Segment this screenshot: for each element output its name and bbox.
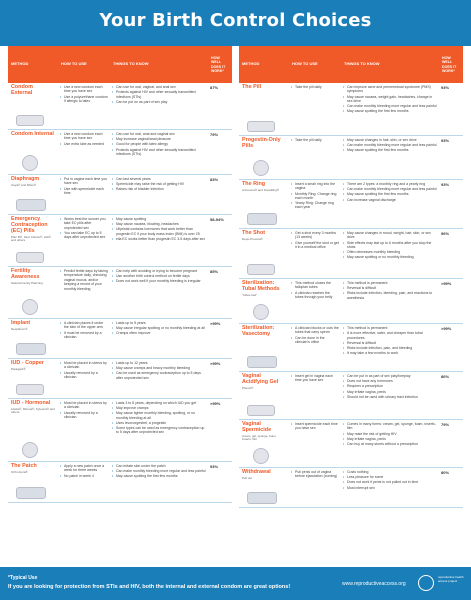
table-row xyxy=(8,130,232,175)
method-label: Fertility Awareness xyxy=(11,268,40,280)
method-brand: Liletta®, Mirena®, Kyleena® and others xyxy=(11,406,55,415)
bullet-item: • May cause changes in mood, weight, hair, skin, or sex drive xyxy=(343,231,437,240)
bullet-item: • Insert spermicide each time you have sex xyxy=(291,422,339,431)
how-to-use-cell xyxy=(58,175,110,214)
how-to-use-cell xyxy=(58,319,110,358)
bullet-item: • May cause spotting the first few months xyxy=(343,109,437,113)
left-table xyxy=(8,46,232,503)
things-to-know-cell xyxy=(341,420,439,467)
method-image-icon xyxy=(16,252,44,263)
how-to-use-cell xyxy=(58,462,110,502)
header-things: THINGS TO KNOW xyxy=(344,61,380,67)
method-label: The Shot xyxy=(242,230,266,236)
bullet-item: • Some types can be used as emergency contraception up to 5 days after unprotected sex xyxy=(112,426,206,435)
bullet-item: • It must be removed by a clinician xyxy=(60,331,108,340)
bullet-item: • Can be used as emergency contraception up to 5 days after unprotected sex xyxy=(112,371,206,380)
logo-icon xyxy=(418,575,434,591)
bullet-item: • No patch in week 4 xyxy=(60,474,108,478)
bullet-item: • Can irritate skin under the patch xyxy=(112,464,206,468)
method-name xyxy=(8,359,58,398)
header-method: METHOD xyxy=(11,61,29,67)
things-to-know-cell xyxy=(110,267,208,318)
method-label: IUD - Copper xyxy=(11,360,44,366)
bullet-item: • There are 2 types: a monthly ring and a yearly ring xyxy=(343,182,437,186)
bullet-item: • Use a polyurethane condom if allergic to latex xyxy=(60,95,108,104)
method-image-icon xyxy=(16,199,46,211)
bullet-item: • May increase vaginal/anal pleasure xyxy=(112,137,206,141)
things-to-know-cell xyxy=(110,462,208,502)
table-row xyxy=(239,279,463,324)
method-name xyxy=(239,279,289,323)
bullet-item: • Comes in many forms: cream, gel, sponge, foam, inserts, film xyxy=(343,422,437,431)
footer-bar xyxy=(0,567,471,600)
bullet-item: • Works best the sooner you take EC pills after unprotected sex xyxy=(60,217,108,230)
effectiveness-value: 79% xyxy=(210,132,219,137)
bullet-item: • Requires a prescription xyxy=(343,384,437,388)
method-name xyxy=(8,319,58,358)
footer-message: If you are looking for protection from STIs and HIV, both the internal and external condom are great options! xyxy=(8,584,291,590)
method-label: Diaphragm xyxy=(11,176,40,182)
how-to-use-cell xyxy=(58,359,110,398)
bullet-item: • Use extra lube as needed xyxy=(60,142,108,146)
effectiveness-value: 79% xyxy=(441,422,450,427)
effectiveness-value: 93% xyxy=(441,138,450,143)
bullet-item: • Raises risk of bladder infection xyxy=(112,187,206,191)
things-to-know-cell xyxy=(341,372,439,419)
effectiveness-value: 93% xyxy=(441,85,450,90)
table-row xyxy=(239,468,463,508)
method-brand: Ortho Evra® xyxy=(11,469,28,474)
effectiveness-value: >99% xyxy=(441,326,452,331)
method-label: The Ring xyxy=(242,181,266,187)
table-row xyxy=(239,136,463,180)
bullet-item: • Insert gel in vagina each time you have sex xyxy=(291,374,339,383)
bullet-item: • A clinician reaches the tubes through your belly xyxy=(291,291,339,300)
table-row xyxy=(239,229,463,279)
bullet-item: • Must interrupt sex xyxy=(343,486,437,490)
things-to-know-cell xyxy=(341,229,439,278)
bullet-item: • May cause spotting the first few months xyxy=(343,192,437,196)
bullet-item: • Take the pill daily xyxy=(291,85,339,89)
bullet-item: • May improve cramps xyxy=(112,406,206,410)
website-link[interactable]: www.reproductiveaccess.org xyxy=(342,581,406,587)
method-brand: "tubes tied" xyxy=(242,292,258,297)
bullet-item: • May irritate vagina, penis xyxy=(343,390,437,394)
method-brand: Nexplanon® xyxy=(11,326,28,331)
bullet-item: • Can make monthly bleeding more regular and less painful xyxy=(343,187,437,191)
bullet-item: • Usually removed by a clinician xyxy=(60,411,108,420)
bullet-item: • Can help with avoiding or trying to become pregnant xyxy=(112,269,206,273)
bullet-item: • Must be placed in uterus by a clinician xyxy=(60,361,108,370)
bullet-item: • May cause nausea, weight gain, headaches, change in sex drive xyxy=(343,95,437,104)
method-image-icon xyxy=(16,384,44,395)
bullet-item: • Can make monthly bleeding more regular and less painful xyxy=(343,104,437,108)
method-brand: Depo-Provera® xyxy=(242,236,263,241)
bullet-item: • Use a new condom each time you have sex xyxy=(60,132,108,141)
method-brand: cream, gel, sponge, foam, inserts, film xyxy=(242,433,277,442)
table-row xyxy=(8,319,232,359)
things-to-know-cell xyxy=(110,319,208,358)
table-header xyxy=(239,46,463,83)
bullet-item: • This method is permanent xyxy=(343,326,437,330)
bullet-item: • Use with spermicide each time xyxy=(60,187,108,196)
method-label: Vaginal Spermicide xyxy=(242,421,272,433)
bullet-item: • This method closes the fallopian tubes xyxy=(291,281,339,290)
method-label: The Pill xyxy=(242,84,262,90)
how-to-use-cell xyxy=(289,420,341,467)
method-image-icon xyxy=(247,492,277,504)
header-method: METHOD xyxy=(242,61,260,67)
things-to-know-cell xyxy=(341,468,439,507)
effectiveness-value: 93% xyxy=(441,182,450,187)
things-to-know-cell xyxy=(110,130,208,174)
effectiveness-value: 80% xyxy=(441,470,450,475)
things-to-know-cell xyxy=(341,324,439,371)
how-to-use-cell xyxy=(289,83,341,135)
method-label: Emergency Contraception (EC) Pills xyxy=(11,216,48,234)
method-image-icon xyxy=(247,121,275,132)
effectiveness-value: 87% xyxy=(210,85,219,90)
bullet-item: • Does not work well if your monthly bleeding is irregular xyxy=(112,279,206,283)
table-row xyxy=(239,180,463,229)
bullet-item: • May cause lighter monthly bleeding, spotting, or no monthly bleeding at all xyxy=(112,411,206,420)
effectiveness-value: >99% xyxy=(441,281,452,286)
bullet-item: • Reversal is difficult xyxy=(343,341,437,345)
bullet-item: • Can last several years xyxy=(112,177,206,181)
bullet-item: • Can buy at many stores without a prescription xyxy=(343,442,437,446)
effectiveness-value: 83% xyxy=(210,177,219,182)
bullet-item: • Does not work if penis is not pulled out in time xyxy=(343,480,437,484)
bullet-item: • Can make monthly bleeding more regular and less painful xyxy=(343,143,437,147)
method-image-icon xyxy=(16,487,46,499)
bullet-item: • A clinician places it under the skin of the upper arm xyxy=(60,321,108,330)
method-brand: Paragard® xyxy=(11,366,26,371)
bullet-item: • May cause cramps and heavy monthly bleeding xyxy=(112,366,206,370)
method-name xyxy=(239,468,289,507)
bullet-item: • May cause irregular spotting or no monthly bleeding at all xyxy=(112,326,206,330)
bullet-item: • Can increase vaginal discharge xyxy=(343,198,437,202)
bullet-item: • Take the pill daily xyxy=(291,138,339,142)
method-image-icon xyxy=(22,442,38,458)
bullet-item: • Insert a small ring into the vagina xyxy=(291,182,339,191)
bullet-item: • Predict fertile days by taking temperature daily, checking vaginal mucus, and/or keeping a record of your monthly bleeding xyxy=(60,269,108,291)
bullet-item: • Can be put in as part of sex play/foreplay xyxy=(343,374,437,378)
bullet-item: • Reversal is difficult xyxy=(343,286,437,290)
bullet-item: • Lasts up to 12 years xyxy=(112,361,206,365)
bullet-item: • Monthly Ring: Change ring each month xyxy=(291,192,339,201)
method-image-icon xyxy=(16,343,46,355)
bullet-item: • May cause spotting the first few months xyxy=(343,148,437,152)
table-row xyxy=(239,420,463,468)
table-row xyxy=(8,215,232,267)
bullet-item: • Costs nothing xyxy=(343,470,437,474)
method-image-icon xyxy=(22,155,38,171)
method-name xyxy=(239,372,289,419)
method-label: Vaginal Acidifying Gel xyxy=(242,373,279,385)
bullet-item: • Use a new condom each time you have sex xyxy=(60,85,108,94)
method-name xyxy=(8,399,58,461)
effectiveness-value: >99% xyxy=(210,361,221,366)
bullet-item: • Side effects may last up to 6 months after you stop the shots xyxy=(343,241,437,250)
bullet-item: • This method is permanent xyxy=(343,281,437,285)
effectiveness-value: >99% xyxy=(210,321,221,326)
how-to-use-cell xyxy=(289,468,341,507)
table-row xyxy=(239,372,463,420)
things-to-know-cell xyxy=(341,279,439,323)
bullet-item: • Can make monthly bleeding more regular and less painful xyxy=(112,469,206,473)
right-rows xyxy=(239,83,463,508)
method-label: Withdrawal xyxy=(242,469,271,475)
method-image-icon xyxy=(16,115,44,126)
header-effective: HOW WELL DOES IT WORK* xyxy=(442,56,457,73)
bullet-item: • Can improve acne and premenstrual syndrome (PMS) symptoms xyxy=(343,85,437,94)
bullet-item: • Apply a new patch once a week for three weeks xyxy=(60,464,108,473)
bullet-item: • Must be placed in uterus by a clinician xyxy=(60,401,108,410)
bullet-item: • May cause nausea, bloating, headaches xyxy=(112,222,206,226)
table-row xyxy=(8,359,232,399)
table-row xyxy=(239,324,463,372)
header-things: THINGS TO KNOW xyxy=(113,61,149,67)
bullet-item: • Spermicide may raise the risk of getting HIV xyxy=(112,182,206,186)
header-how: HOW TO USE xyxy=(292,61,318,67)
table-row xyxy=(8,462,232,503)
effectiveness-value: 96% xyxy=(441,231,450,236)
table-row xyxy=(8,267,232,319)
bullet-item: • Lasts 3 to 8 years, depending on which IUD you get xyxy=(112,401,206,405)
things-to-know-cell xyxy=(341,180,439,228)
bullet-item: • May cause changes in hair, skin, or sex drive xyxy=(343,138,437,142)
things-to-know-cell xyxy=(110,175,208,214)
method-name xyxy=(8,83,58,129)
how-to-use-cell xyxy=(289,324,341,371)
bullet-item: • Pull penis out of vagina before ejaculation (coming) xyxy=(291,470,339,479)
left-rows xyxy=(8,83,232,503)
method-brand: Annovera® and NuvaRing® xyxy=(242,187,280,192)
bullet-item: • Yearly Ring: Change ring each year xyxy=(291,201,339,210)
effectiveness-value: 85% xyxy=(210,269,219,274)
bullet-item: • You can take EC up to 5 days after unprotected sex xyxy=(60,231,108,240)
method-label: Condom Internal xyxy=(11,131,54,137)
how-to-use-cell xyxy=(289,279,341,323)
table-row xyxy=(239,83,463,136)
page-title: Your Birth Control Choices xyxy=(99,10,372,31)
things-to-know-cell xyxy=(341,83,439,135)
method-image-icon xyxy=(253,448,269,464)
method-label: Condom External xyxy=(11,84,33,96)
bullet-item: • Does not have any hormones xyxy=(343,379,437,383)
method-image-icon xyxy=(247,356,277,368)
effectiveness-value: 86% xyxy=(441,374,450,379)
bullet-item: • Often decreases monthly bleeding xyxy=(343,250,437,254)
bullet-item: • Can be done in the clinician's office xyxy=(291,336,339,345)
method-label: IUD - Hormonal xyxy=(11,400,51,406)
header-effective: HOW WELL DOES IT WORK* xyxy=(211,56,226,73)
method-name xyxy=(239,83,289,135)
footer-note: *Typical Use xyxy=(8,575,38,581)
how-to-use-cell xyxy=(58,399,110,461)
how-to-use-cell xyxy=(58,215,110,266)
things-to-know-cell xyxy=(110,359,208,398)
effectiveness-value: 58-94% xyxy=(210,217,224,222)
how-to-use-cell xyxy=(58,267,110,318)
bullet-item: • May cause spotting or no monthly bleeding xyxy=(343,255,437,259)
bullet-item: • Put in vagina each time you have sex xyxy=(60,177,108,186)
method-brand: Phexxi® xyxy=(242,385,254,390)
bullet-item: • Protects against HIV and other sexually transmitted infections (STIs) xyxy=(112,90,206,99)
bullet-item: • Get a shot every 3 months (13 weeks) xyxy=(291,231,339,240)
how-to-use-cell xyxy=(58,130,110,174)
header-how: HOW TO USE xyxy=(61,61,87,67)
method-name xyxy=(239,136,289,179)
method-name xyxy=(239,180,289,228)
bullet-item: • It is more effective, safer, and cheaper than tubal procedures xyxy=(343,331,437,340)
effectiveness-value: 93% xyxy=(210,464,219,469)
bullet-item: • It may take a few months to work xyxy=(343,351,437,355)
bullet-item: • Cramps often improve xyxy=(112,331,206,335)
method-brand: Caya® and Milex® xyxy=(11,182,37,187)
method-name xyxy=(239,324,289,371)
bullet-item: • ella EC works better than progestin EC 3-5 days after sex xyxy=(112,237,206,241)
how-to-use-cell xyxy=(289,136,341,179)
method-name xyxy=(239,420,289,467)
bullet-item: • Risks include infection, bleeding, pain, and reactions to anesthesia xyxy=(343,291,437,300)
method-label: Sterilization: Vasectomy xyxy=(242,325,275,337)
method-name xyxy=(8,267,58,318)
method-image-icon xyxy=(22,299,38,315)
bullet-item: • Uses levonorgestrel, a progestin xyxy=(112,421,206,425)
method-brand: Plan B®, Next Choice®, ella® and others xyxy=(11,234,51,243)
bullet-item: • Ulipristal contains hormones that work better than progestin EC if your body mass index (BMI) is over 25 xyxy=(112,227,206,236)
method-label: Progestin-Only Pills xyxy=(242,137,281,149)
right-table xyxy=(239,46,463,508)
bullet-item: • Can use for oral, vaginal, and anal sex xyxy=(112,85,206,89)
method-name xyxy=(8,175,58,214)
things-to-know-cell xyxy=(110,399,208,461)
bullet-item: • Less pleasure for some xyxy=(343,475,437,479)
table-header xyxy=(8,46,232,83)
table-row xyxy=(8,399,232,462)
method-brand: Pull out xyxy=(242,475,253,480)
how-to-use-cell xyxy=(289,180,341,228)
method-image-icon xyxy=(247,213,277,225)
logo-text: reproductive health access project xyxy=(438,575,464,583)
how-to-use-cell xyxy=(289,372,341,419)
how-to-use-cell xyxy=(58,83,110,129)
bullet-item: • A clinician blocks or cuts the tubes that carry sperm xyxy=(291,326,339,335)
table-row xyxy=(8,175,232,215)
bullet-item: • Risks include infection, pain, and bleeding xyxy=(343,346,437,350)
bullet-item: • Good for people with latex allergy xyxy=(112,142,206,146)
things-to-know-cell xyxy=(110,83,208,129)
bullet-item: • May cause spotting the first few months xyxy=(112,474,206,478)
method-name xyxy=(8,462,58,502)
bullet-item: • Give yourself the shot or get it in a medical office xyxy=(291,241,339,250)
things-to-know-cell xyxy=(110,215,208,266)
table-row xyxy=(8,83,232,130)
bullet-item: • May cause spotting xyxy=(112,217,206,221)
method-image-icon xyxy=(253,304,269,320)
bullet-item: • May raise the risk of getting HIV xyxy=(343,432,437,436)
bullet-item: • Protects against HIV and other sexually transmitted infections (STIs) xyxy=(112,148,206,157)
effectiveness-value: >99% xyxy=(210,401,221,406)
method-name xyxy=(8,215,58,266)
bullet-item: • May irritate vagina, penis xyxy=(343,437,437,441)
method-label: The Patch xyxy=(11,463,37,469)
bullet-item: • Should not be used with urinary tract infection xyxy=(343,395,437,399)
method-name xyxy=(239,229,289,278)
bullet-item: • Can use for oral, anal and vaginal sex xyxy=(112,132,206,136)
method-label: Sterilization: Tubal Methods xyxy=(242,280,280,292)
bullet-item: • Can be put on as part of sex play xyxy=(112,100,206,104)
method-name xyxy=(8,130,58,174)
method-brand: Natural Family Planning xyxy=(11,280,43,285)
method-image-icon xyxy=(247,264,275,275)
bullet-item: • Lasts up to 5 years xyxy=(112,321,206,325)
method-image-icon xyxy=(253,160,269,176)
how-to-use-cell xyxy=(289,229,341,278)
header-bar xyxy=(0,0,471,46)
things-to-know-cell xyxy=(341,136,439,179)
bullet-item: • Usually removed by a clinician xyxy=(60,371,108,380)
bullet-item: • Use another birth control method on fertile days xyxy=(112,274,206,278)
method-image-icon xyxy=(247,405,275,416)
method-label: Implant xyxy=(11,320,31,326)
